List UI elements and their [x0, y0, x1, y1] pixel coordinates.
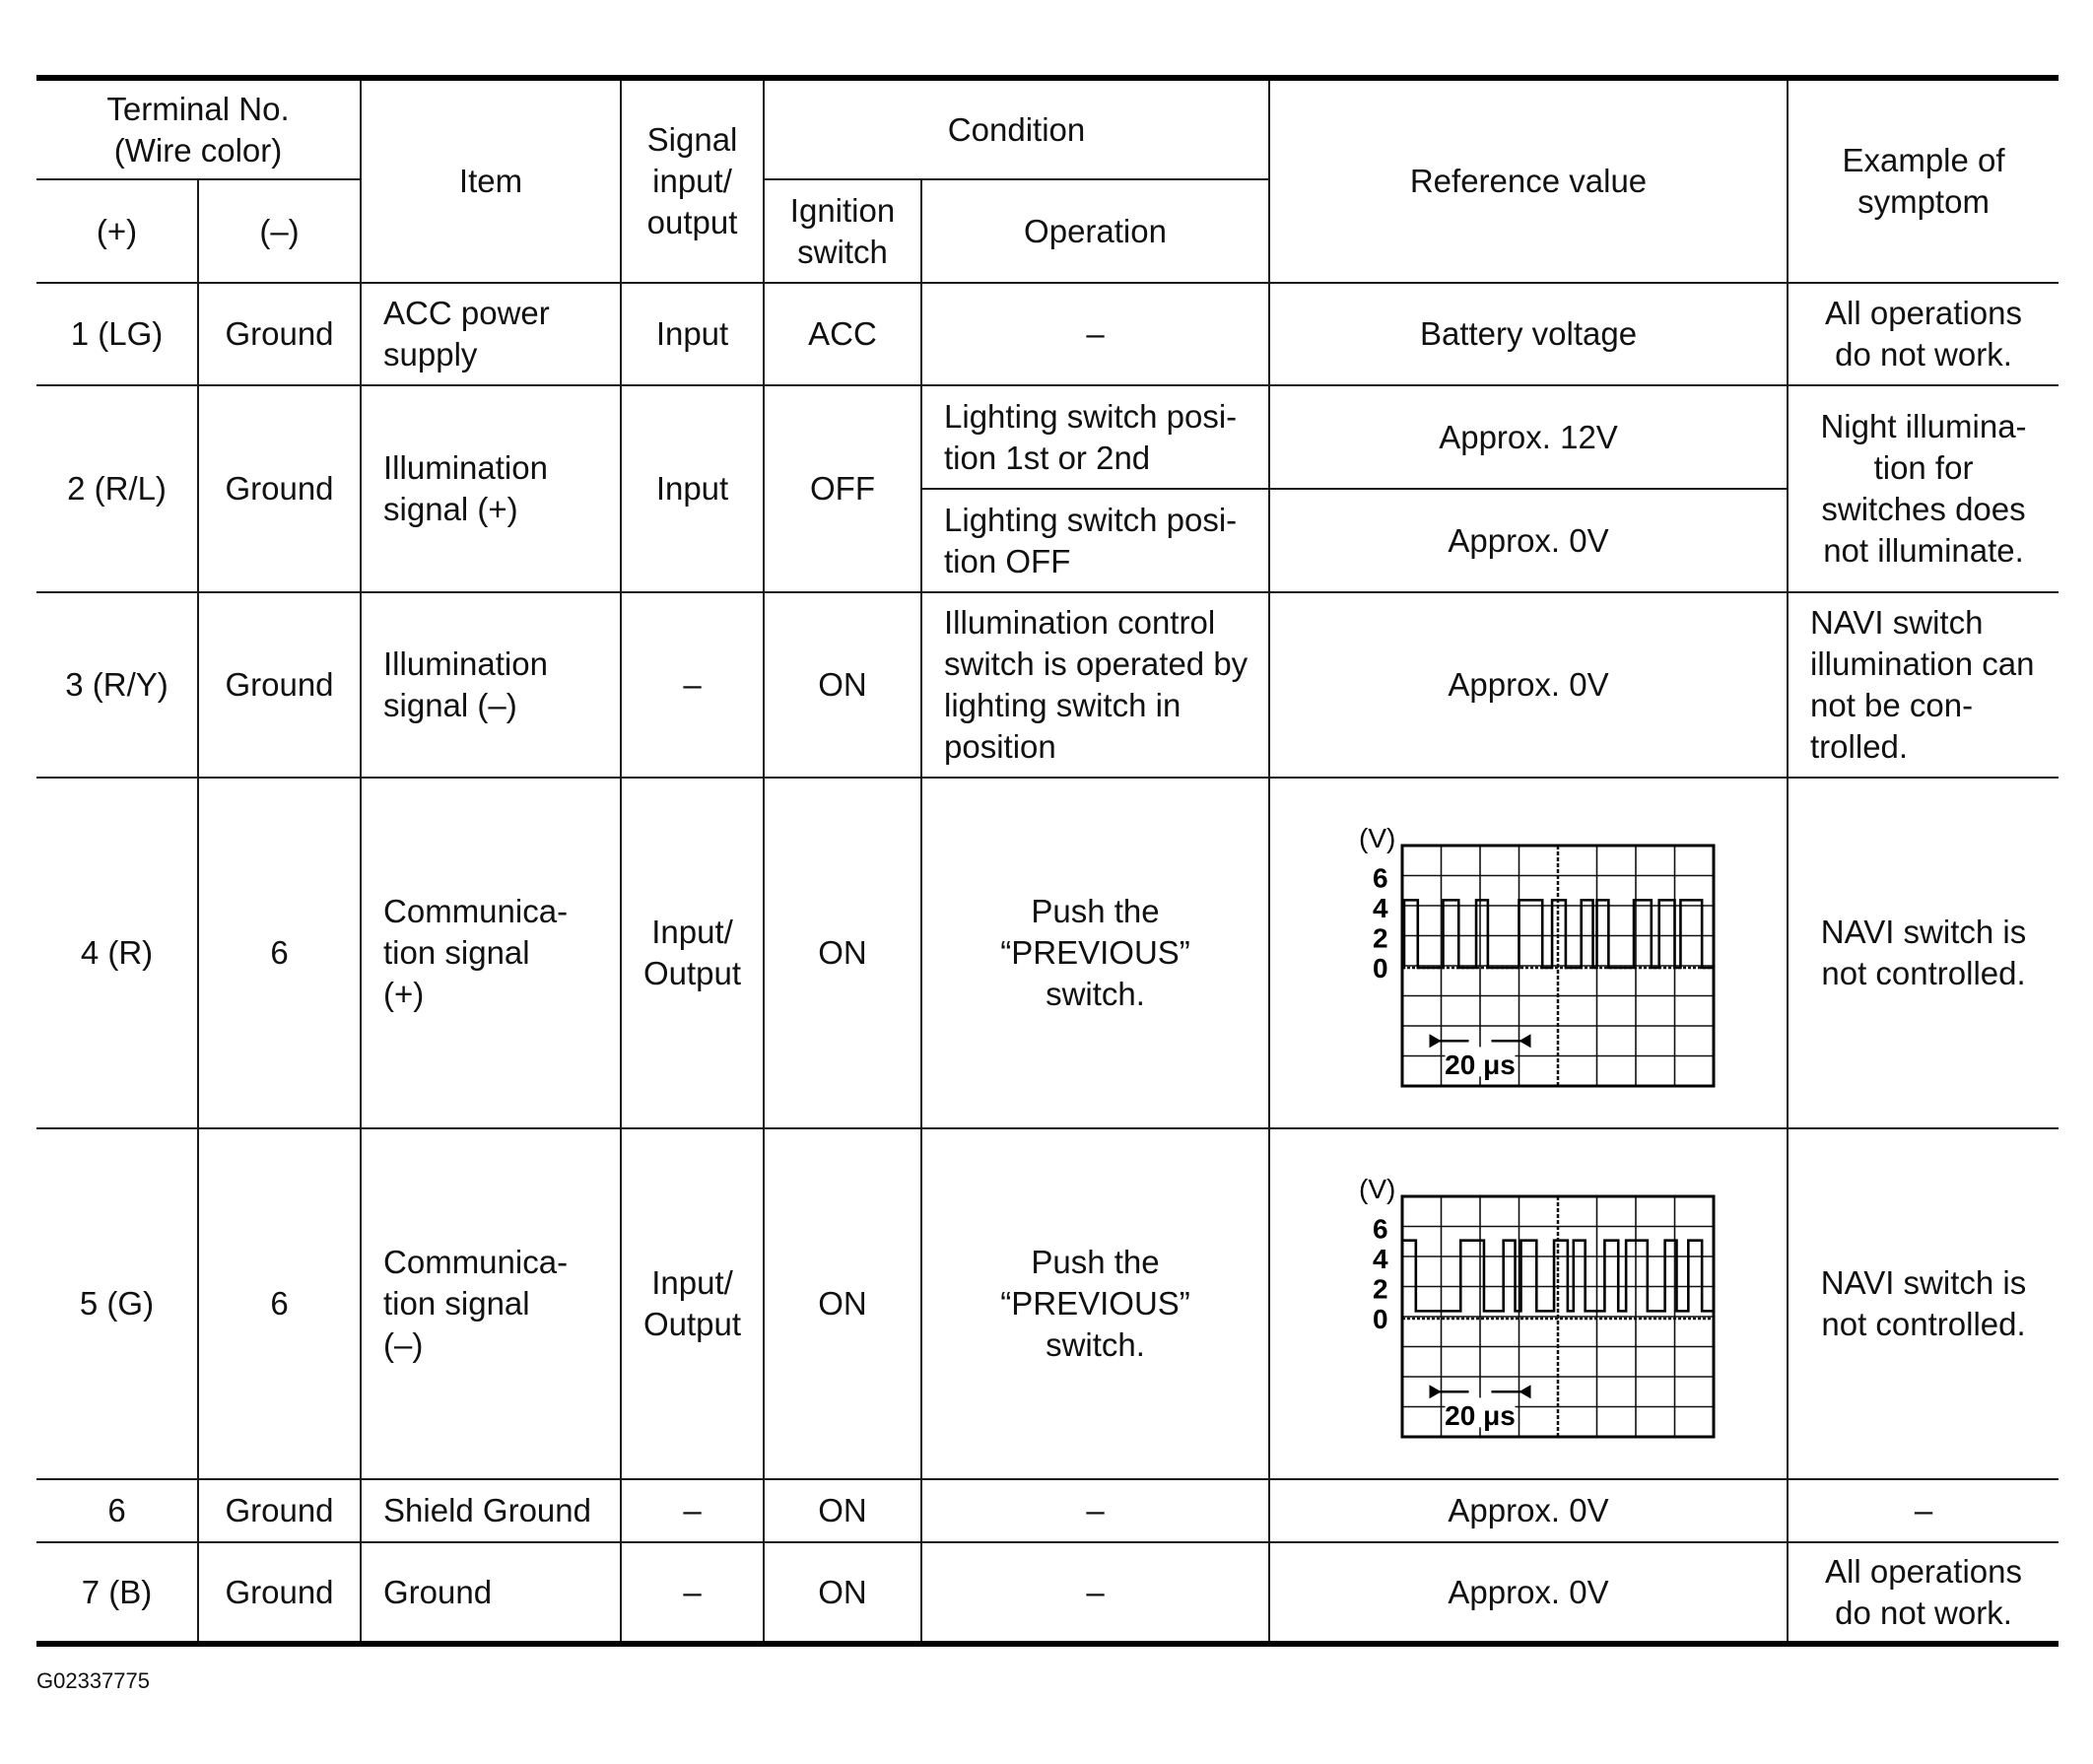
- header-terminal-no: Terminal No. (Wire color): [36, 78, 361, 179]
- cell-reference: Battery voltage: [1269, 283, 1788, 385]
- table-row: [36, 592, 2059, 778]
- cell-operation: Lighting switch posi- tion OFF: [921, 489, 1269, 592]
- cell-item: Communica- tion signal (+): [361, 778, 621, 1128]
- cell-io: –: [621, 1479, 764, 1542]
- y-unit-label: (V): [1359, 1174, 1396, 1204]
- cell-plus: 2 (R/L): [36, 385, 198, 592]
- cell-reference: Approx. 0V: [1269, 1542, 1788, 1644]
- timebase-label: 20 μs: [1445, 1399, 1516, 1431]
- table-row: [36, 1128, 2059, 1479]
- header-plus: (+): [36, 179, 198, 283]
- y-tick-label: 6: [1373, 1213, 1388, 1245]
- cell-plus: 6: [36, 1479, 198, 1542]
- header-minus: (–): [198, 179, 361, 283]
- cell-ignition: ACC: [764, 283, 921, 385]
- cell-minus: Ground: [198, 1542, 361, 1644]
- y-tick-label: 0: [1373, 953, 1388, 984]
- table-row: [36, 778, 2059, 1128]
- cell-symptom: NAVI switch is not controlled.: [1788, 778, 2059, 1128]
- cell-symptom: NAVI switch illumination can not be con- trolled.: [1788, 592, 2059, 778]
- cell-symptom: –: [1788, 1479, 2059, 1542]
- table-row: [36, 283, 2059, 385]
- cell-reference-waveform: [1269, 778, 1788, 1128]
- cell-io: –: [621, 1542, 764, 1644]
- y-tick-label: 0: [1373, 1304, 1388, 1334]
- cell-item: Communica- tion signal (–): [361, 1128, 621, 1479]
- cell-io: Input/ Output: [621, 778, 764, 1128]
- cell-reference: Approx. 0V: [1269, 592, 1788, 778]
- timebase-arrowhead-left: [1430, 1034, 1442, 1048]
- cell-symptom: All operations do not work.: [1788, 283, 2059, 385]
- table-row: [36, 385, 2059, 489]
- cell-operation: –: [921, 1479, 1269, 1542]
- y-tick-label: 2: [1373, 1273, 1388, 1305]
- cell-minus: Ground: [198, 1479, 361, 1542]
- header-operation: Operation: [921, 179, 1269, 283]
- cell-operation: Push the “PREVIOUS” switch.: [921, 778, 1269, 1128]
- cell-operation: Illumination control switch is operated by lighting switch in position: [921, 592, 1269, 778]
- cell-reference: Approx. 12V: [1269, 385, 1788, 489]
- cell-ignition: ON: [764, 778, 921, 1128]
- cell-item: ACC power supply: [361, 283, 621, 385]
- y-tick-label: 6: [1373, 862, 1388, 894]
- cell-io: Input/ Output: [621, 1128, 764, 1479]
- cell-symptom: Night illumina- tion for switches does not illuminate.: [1788, 385, 2059, 592]
- header-example-symptom: Example of symptom: [1788, 78, 2059, 283]
- y-tick-label: 4: [1373, 1244, 1388, 1274]
- cell-symptom: NAVI switch is not controlled.: [1788, 1128, 2059, 1479]
- cell-symptom: All operations do not work.: [1788, 1542, 2059, 1644]
- header-ignition-switch: Ignition switch: [764, 179, 921, 283]
- cell-io: –: [621, 592, 764, 778]
- cell-reference-waveform: [1269, 1128, 1788, 1479]
- timebase-arrowhead-right: [1519, 1034, 1531, 1048]
- cell-item: Ground: [361, 1542, 621, 1644]
- timebase-label: 20 μs: [1445, 1049, 1516, 1080]
- cell-operation: Push the “PREVIOUS” switch.: [921, 1128, 1269, 1479]
- cell-item: Shield Ground: [361, 1479, 621, 1542]
- cell-plus: 7 (B): [36, 1542, 198, 1644]
- timebase-arrowhead-right: [1519, 1385, 1531, 1398]
- cell-operation: –: [921, 283, 1269, 385]
- cell-ignition: ON: [764, 1128, 921, 1479]
- y-tick-label: 2: [1373, 922, 1388, 954]
- cell-ignition: ON: [764, 592, 921, 778]
- cell-io: Input: [621, 283, 764, 385]
- y-tick-label: 4: [1373, 893, 1388, 923]
- cell-minus: 6: [198, 778, 361, 1128]
- cell-item: Illumination signal (–): [361, 592, 621, 778]
- cell-ignition: ON: [764, 1542, 921, 1644]
- oscilloscope-waveform: [1351, 1175, 1706, 1433]
- cell-ignition: ON: [764, 1479, 921, 1542]
- signal-trace: [1402, 900, 1714, 968]
- cell-ignition: OFF: [764, 385, 921, 592]
- cell-operation: –: [921, 1542, 1269, 1644]
- header-item: Item: [361, 78, 621, 283]
- cell-reference: Approx. 0V: [1269, 1479, 1788, 1542]
- table-row: [36, 1479, 2059, 1542]
- header-condition: Condition: [764, 78, 1269, 179]
- cell-io: Input: [621, 385, 764, 592]
- header-reference-value: Reference value: [1269, 78, 1788, 283]
- cell-minus: 6: [198, 1128, 361, 1479]
- cell-plus: 3 (R/Y): [36, 592, 198, 778]
- cell-plus: 5 (G): [36, 1128, 198, 1479]
- cell-item: Illumination signal (+): [361, 385, 621, 592]
- cell-minus: Ground: [198, 385, 361, 592]
- header-row-1: [36, 78, 2059, 179]
- cell-operation: Lighting switch posi- tion 1st or 2nd: [921, 385, 1269, 489]
- cell-reference: Approx. 0V: [1269, 489, 1788, 592]
- header-signal-io: Signal input/ output: [621, 78, 764, 283]
- figure-id: G02337775: [36, 1668, 150, 1693]
- y-unit-label: (V): [1359, 823, 1396, 853]
- cell-minus: Ground: [198, 283, 361, 385]
- oscilloscope-waveform: [1351, 824, 1706, 1082]
- cell-minus: Ground: [198, 592, 361, 778]
- table-row: [36, 1542, 2059, 1644]
- cell-plus: 4 (R): [36, 778, 198, 1128]
- terminal-spec-table: [36, 75, 2059, 1647]
- timebase-arrowhead-left: [1430, 1385, 1442, 1398]
- cell-plus: 1 (LG): [36, 283, 198, 385]
